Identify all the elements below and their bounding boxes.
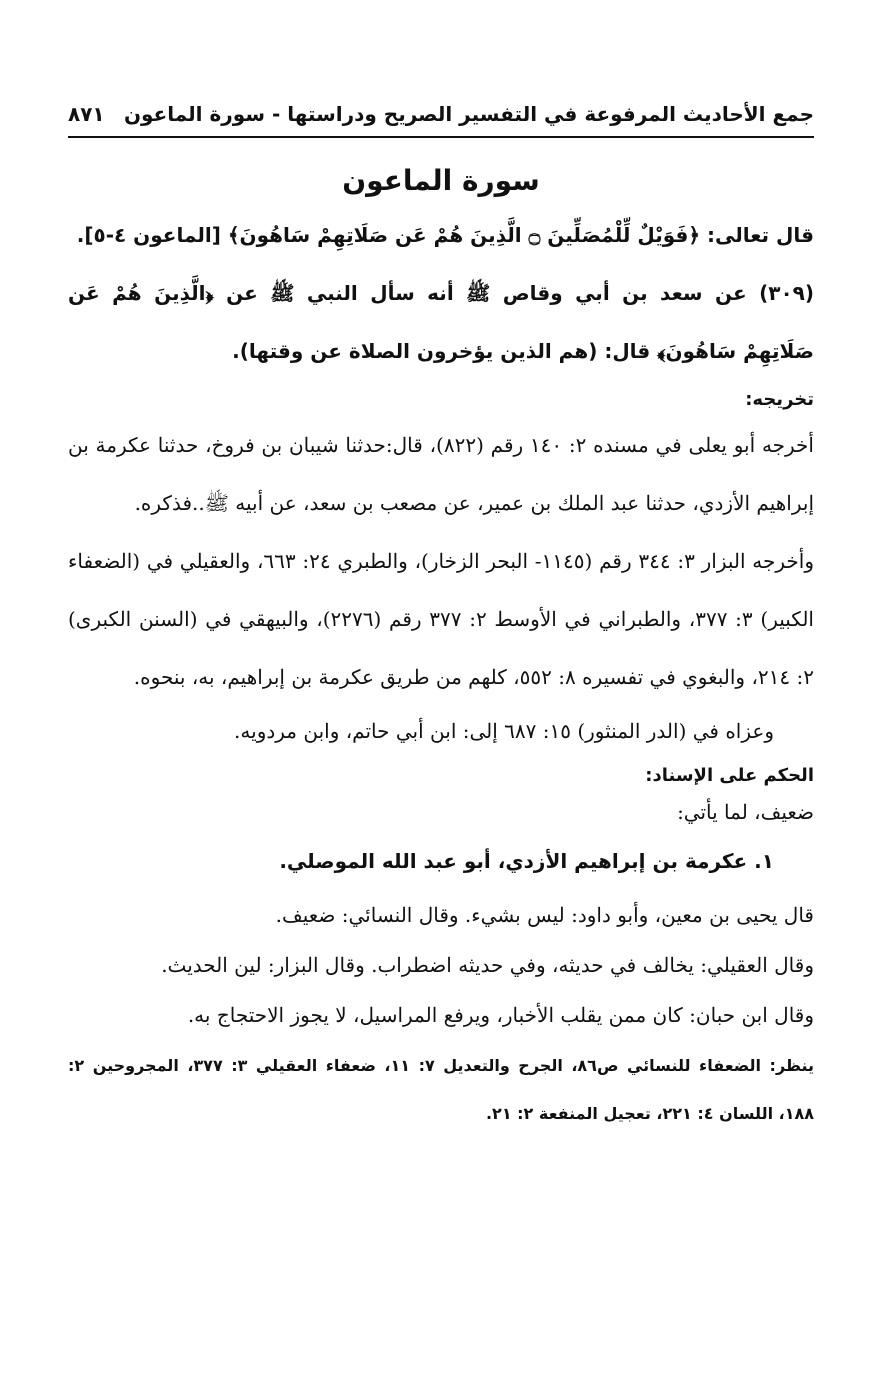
- narrator-quote-1: قال يحيى بن معين، وأبو داود: ليس بشيء. وقال النسائي: ضعيف.: [275, 903, 814, 927]
- narrator-quote-2: وقال العقيلي: يخالف في حديثه، وفي حديثه اضطراب. وقال البزار: لين الحديث.: [161, 953, 814, 977]
- takhrij-heading: تخريجه:: [745, 389, 814, 410]
- narrator-quote-3: وقال ابن حبان: كان ممن يقلب الأخبار، ويرفع المراسيل، لا يجوز الاحتجاج به.: [187, 1003, 814, 1027]
- takhrij-paragraph-3: وعزاه في (الدر المنثور) ١٥: ٦٨٧ إلى: ابن أبي حاتم، وابن مردويه.: [234, 719, 774, 743]
- page-header: [68, 96, 814, 138]
- takhrij-paragraph-1: أخرجه أبو يعلى في مسنده ٢: ١٤٠ رقم (٨٢٢)، قال:حدثنا شيبان بن فروخ، حدثنا عكرمة بن إبراهيم الأزدي، حدثنا عبد الملك بن عمير، عن مصعب بن سعد، عن أبيه ﷺ..فذكره.: [68, 433, 814, 515]
- document-page: [68, 96, 814, 1138]
- surah-title: سورة الماعون: [342, 164, 540, 197]
- hukm-intro: ضعيف، لما يأتي:: [677, 800, 814, 824]
- running-title: جمع الأحاديث المرفوعة في التفسير الصريح ودراستها - سورة الماعون: [123, 102, 814, 126]
- page-number: ٨٧١: [68, 102, 105, 126]
- hadith-text: (٣٠٩) عن سعد بن أبي وقاص ﷺ أنه سأل النبي ﷺ عن ﴿الَّذِينَ هُمْ عَن صَلَاتِهِمْ سَاهُونَ﴾ قال: (هم الذين يؤخرون الصلاة عن وقتها).: [68, 281, 814, 363]
- hukm-heading: الحكم على الإسناد:: [645, 765, 814, 786]
- references-note: ينظر: الضعفاء للنسائي ص٨٦، الجرح والتعديل ٧: ١١، ضعفاء العقيلي ٣: ٣٧٧، المجروحين ٢: ١٨٨، اللسان ٤: ٢٢١، تعجيل المنفعة ٢: ٢١.: [68, 1056, 815, 1123]
- reason-1: ١. عكرمة بن إبراهيم الأزدي، أبو عبد الله الموصلي.: [279, 849, 774, 873]
- verse-intro: قال تعالى: ﴿فَوَيْلٌ لِّلْمُصَلِّينَ ۝ الَّذِينَ هُمْ عَن صَلَاتِهِمْ سَاهُونَ﴾ [الماعون ٤-٥].: [76, 223, 814, 247]
- takhrij-paragraph-2: وأخرجه البزار ٣: ٣٤٤ رقم (١١٤٥- البحر الزخار)، والطبري ٢٤: ٦٦٣، والعقيلي في (الضعفاء الكبير) ٣: ٣٧٧، والطبراني في الأوسط ٢: ٣٧٧ رقم (٢٢٧٦)، والبيهقي في (السنن الكبرى) ٢: ٢١٤، والبغوي في تفسيره ٨: ٥٥٢، كلهم من طريق عكرمة بن إبراهيم، به، بنحوه.: [68, 549, 814, 689]
